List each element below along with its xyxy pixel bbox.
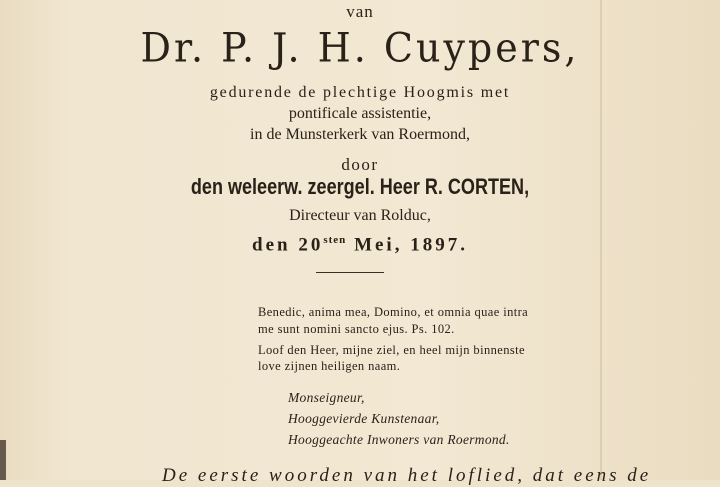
latin-verse-line-1: Benedic, anima mea, Domino, et omnia quae intra [258,305,529,319]
divider-rule [316,272,384,273]
date-line [0,234,720,256]
date-superscript: sten [323,234,347,246]
dutch-verse-line-1: Loof den Heer, mijne ziel, en heel mijn binnenste [258,343,525,357]
subtitle-line-1: gedurende de plechtige Hoogmis met [209,84,511,101]
date-prefix: den 20 [252,234,324,256]
salutation-line-2: Hooggevierde Kunstenaar, [288,411,440,426]
subtitle-line-3: in de Munsterkerk van Roermond, [250,126,470,143]
body-text-start: De eerste woorden van het loflied, dat eens de [162,465,652,486]
door-text: door [341,155,379,174]
honoree-name: Dr. P. J. H. Cuypers, [140,24,580,72]
speaker-title: Directeur van Rolduc, [289,207,431,224]
salutation-line-1: Monseigneur, [288,390,365,405]
latin-verse-line-2: me sunt nomini sancto ejus. Ps. 102. [258,322,455,336]
van-text: van [346,2,374,21]
binding-edge [0,440,6,480]
speaker-name: den weleerw. zeergel. Heer R. CORTEN, [190,174,530,199]
subtitle-line-2: pontificale assistentie, [288,105,432,122]
date-suffix: Mei, 1897. [346,234,468,256]
dutch-verse-line-2: love zijnen heiligen naam. [258,359,401,373]
salutation-line-3: Hooggeachte Inwoners van Roermond. [288,432,510,447]
